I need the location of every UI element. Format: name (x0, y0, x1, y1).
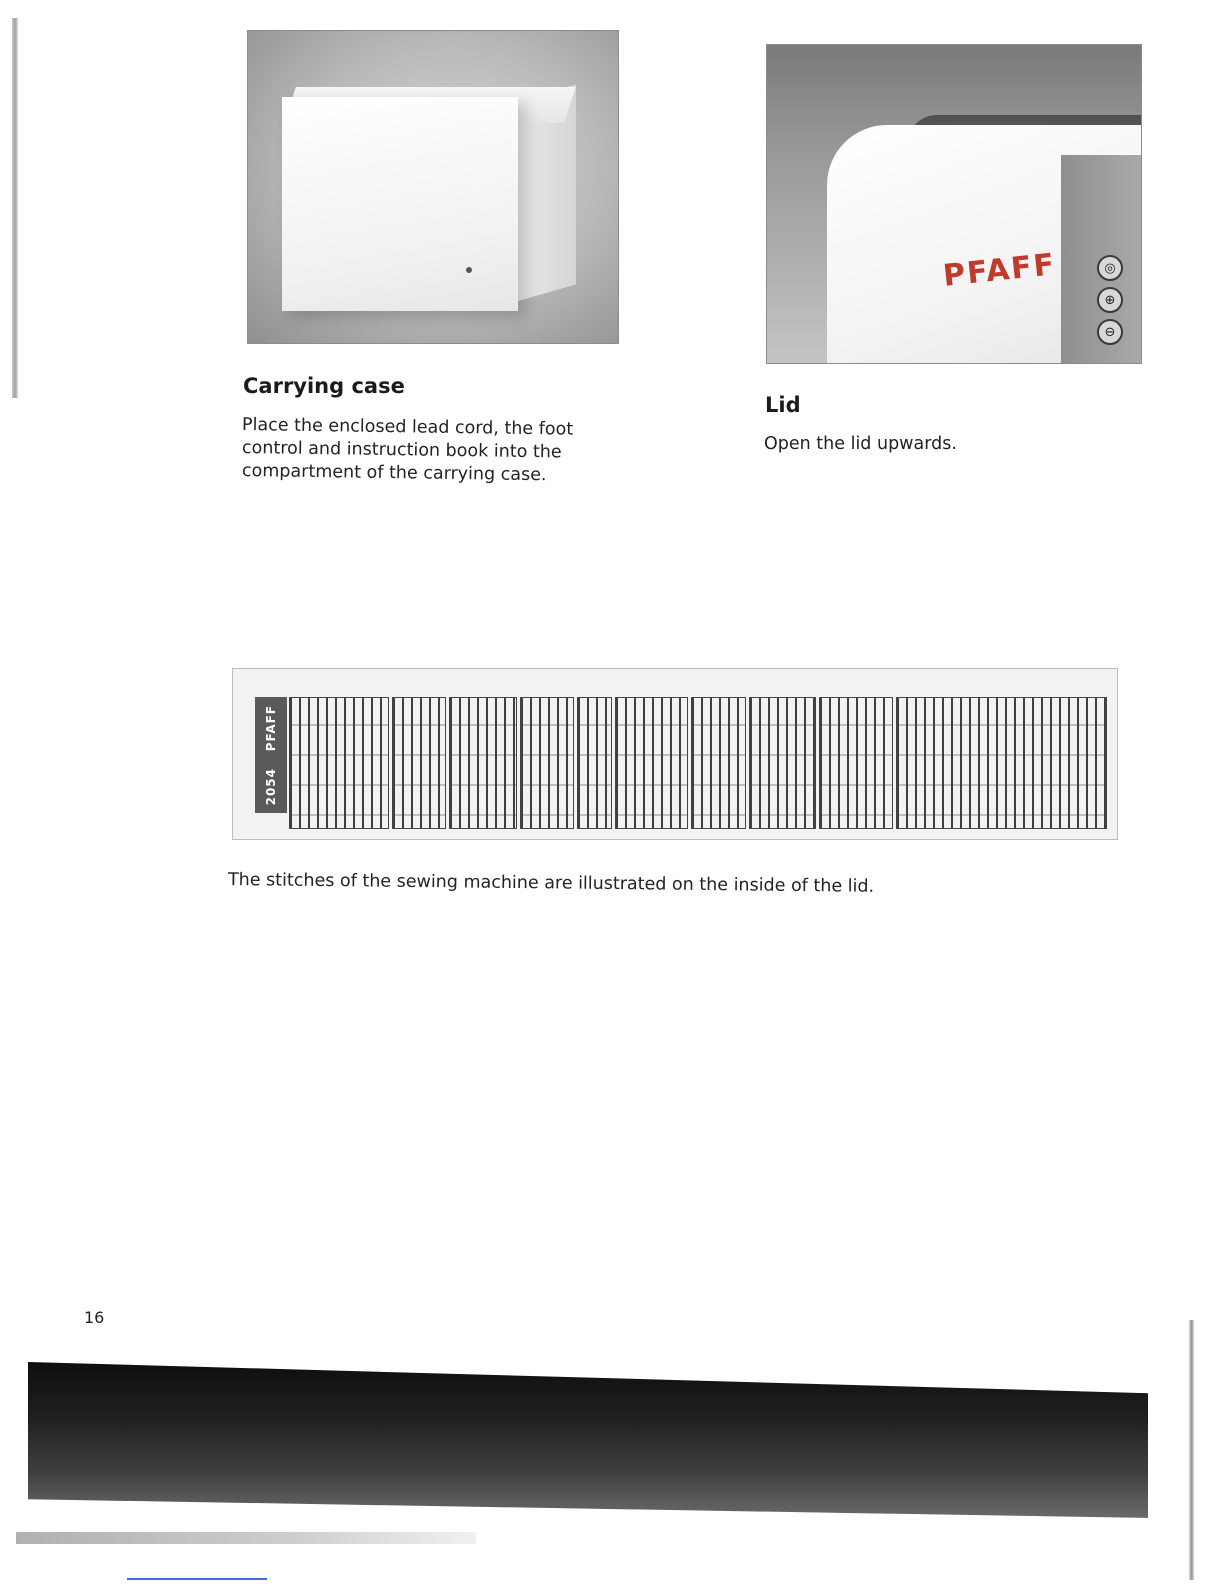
stitch-group (520, 697, 574, 829)
lid-text: Open the lid upwards. (764, 434, 957, 454)
stitch-chart-model: 2054 (264, 767, 278, 805)
stitch-grid (289, 697, 1107, 829)
scan-dark-band (28, 1362, 1148, 1518)
panel-button-icon: ◎ (1097, 255, 1123, 281)
blue-rule (127, 1578, 267, 1580)
carrying-case-heading: Carrying case (243, 374, 405, 398)
stitch-group (819, 697, 893, 829)
carrying-case-text (241, 414, 574, 486)
stitch-chart-caption: The stitches of the sewing machine are illustrated on the inside of the lid. (227, 870, 875, 897)
text-line: compartment of the carrying case. (241, 461, 547, 486)
stitch-group (289, 697, 389, 829)
stitch-group (749, 697, 816, 829)
stitch-chart-image (232, 668, 1118, 840)
page-number: 16 (84, 1308, 105, 1327)
stitch-group (896, 697, 1107, 829)
panel-button-icon: ⊕ (1097, 287, 1123, 313)
case-foot (466, 267, 472, 273)
stitch-chart-header (255, 697, 287, 813)
stitch-chart-brand: PFAFF (264, 705, 278, 752)
stitch-group (449, 697, 516, 829)
scan-bottom-strip (16, 1532, 476, 1544)
lid-photo (766, 44, 1142, 364)
lid-heading: Lid (765, 393, 801, 417)
lid-brand-logo: PFAFF (941, 247, 1058, 294)
stitch-group (615, 697, 689, 829)
case-front (282, 97, 518, 311)
carrying-case-photo (247, 30, 619, 344)
text-line: control and instruction book into the (241, 438, 562, 463)
scan-edge-right (1189, 1320, 1194, 1580)
panel-button-icon: ⊖ (1097, 319, 1123, 345)
text-line: Place the enclosed lead cord, the foot (241, 415, 574, 440)
stitch-group (691, 697, 745, 829)
scan-edge-left (12, 18, 18, 398)
stitch-group (392, 697, 446, 829)
stitch-group (577, 697, 612, 829)
